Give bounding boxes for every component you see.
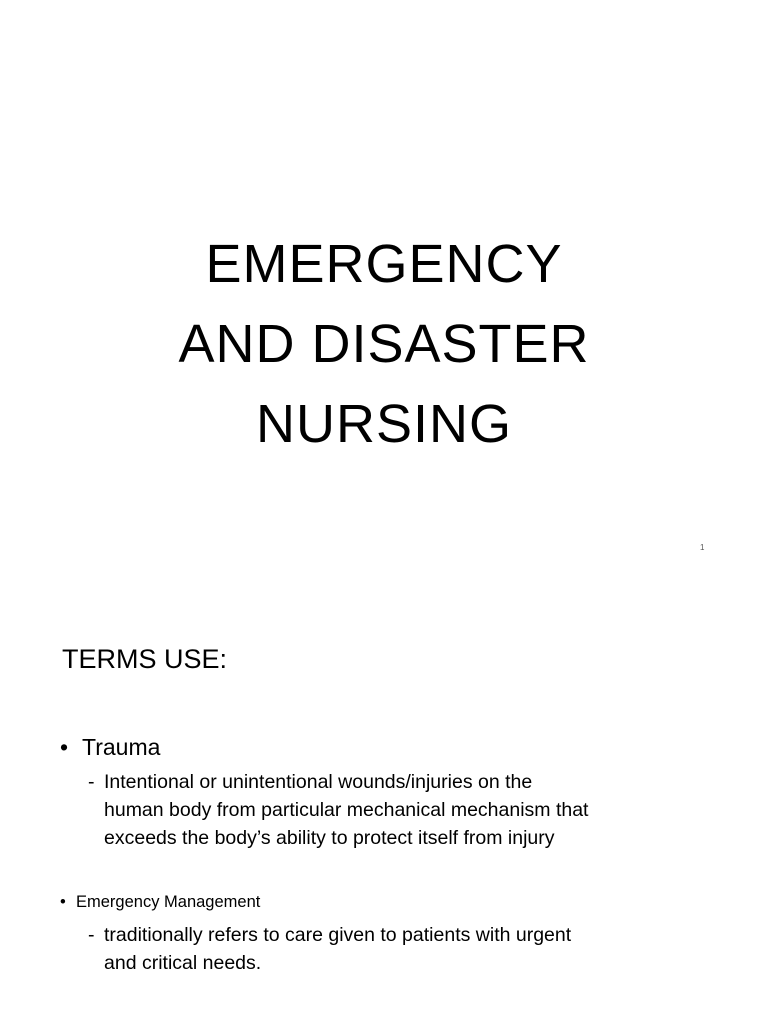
title-line: AND DISASTER bbox=[178, 314, 590, 374]
bullet-term bbox=[60, 734, 160, 761]
term-definition bbox=[88, 921, 571, 977]
term-definition bbox=[88, 768, 588, 852]
bullet-marker: • bbox=[60, 893, 66, 911]
title-line: EMERGENCY bbox=[205, 234, 563, 294]
term-label: Trauma bbox=[82, 734, 161, 760]
section-heading: TERMS USE: bbox=[62, 644, 228, 674]
title-line: NURSING bbox=[255, 394, 512, 454]
definition-line: human body from particular mechanical mechanism that bbox=[104, 799, 589, 821]
definition-line: exceeds the body’s ability to protect itself from injury bbox=[104, 827, 555, 849]
definition-line: Intentional or unintentional wounds/injuries on the bbox=[104, 771, 533, 793]
definition-line: and critical needs. bbox=[104, 952, 262, 974]
bullet-marker: • bbox=[60, 734, 69, 760]
bullet-term bbox=[60, 893, 260, 912]
page-number: 1 bbox=[700, 543, 705, 552]
terms-slide bbox=[0, 576, 768, 1024]
term-label: Emergency Management bbox=[76, 893, 261, 911]
definition-dash: - bbox=[88, 771, 95, 793]
definition-dash: - bbox=[88, 924, 95, 946]
slide-title bbox=[0, 224, 768, 464]
definition-line: traditionally refers to care given to patients with urgent bbox=[104, 924, 572, 946]
